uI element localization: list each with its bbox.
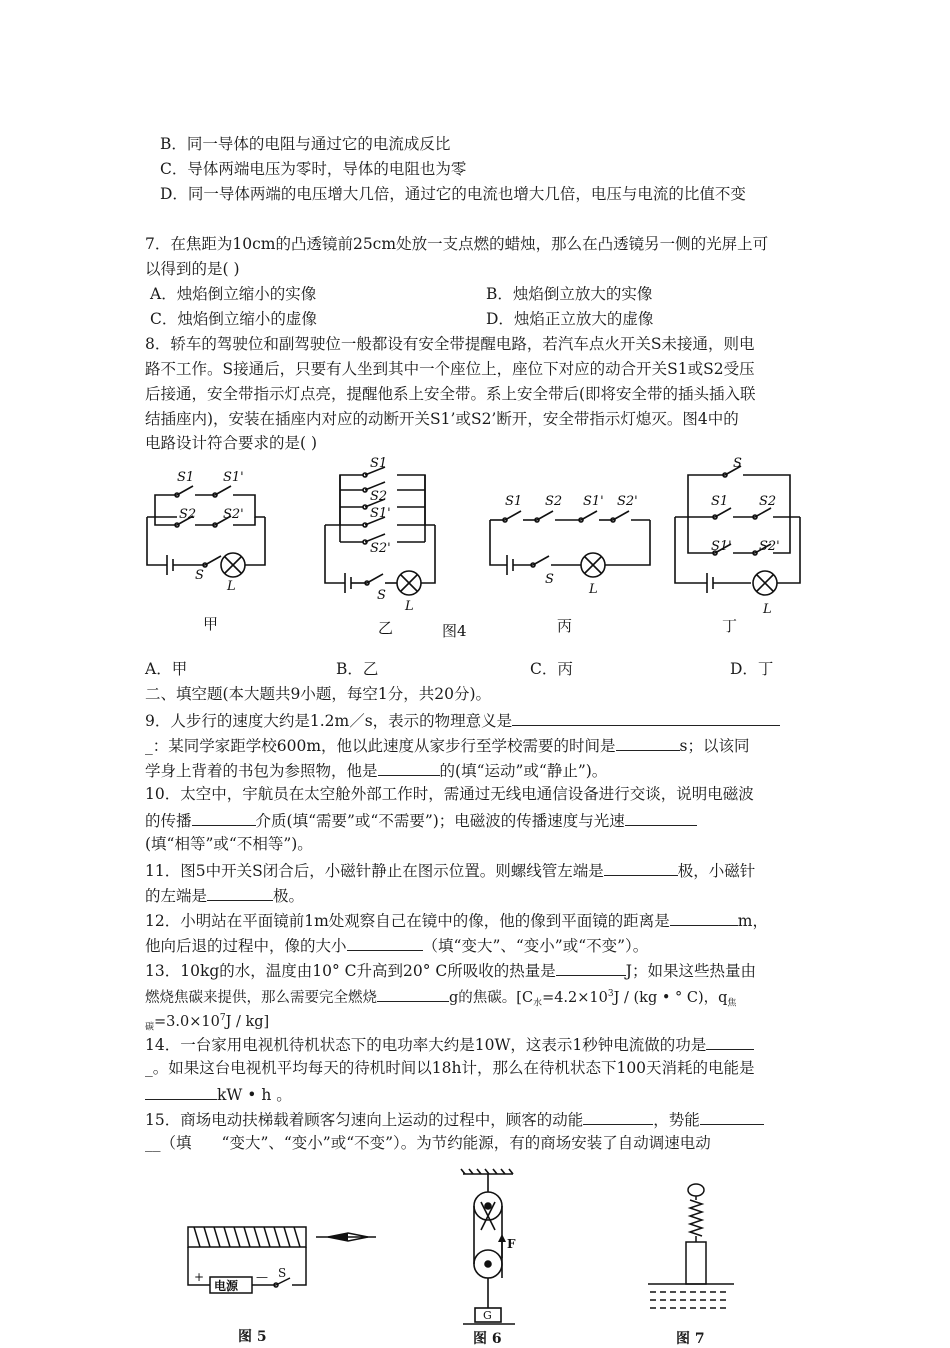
q7-option-c: C．烛焰倒立缩小的虚像 xyxy=(150,310,317,328)
jia-s2: S2 xyxy=(179,507,197,522)
fig5-switch-label: S xyxy=(278,1266,287,1280)
q8-stem-line4: 结插座内)，安装在插座内对应的动断开关S1’或S2’断开，安全带指示灯熄灭。图4中的 xyxy=(145,410,739,428)
q9-line1: 9．人步行的速度大约是1.2m／s，表示的物理意义是 xyxy=(145,709,780,731)
section2-heading: 二、填空题(本大题共9小题，每空1分，共20分)。 xyxy=(145,685,492,703)
q8-stem-line2: 路不工作。S接通后，只要有人坐到其中一个座位上，座位下对应的动合开关S1或S2受压 xyxy=(145,360,755,378)
label-ding: 丁 xyxy=(722,617,738,635)
q13-line2: 燃烧焦碳来提供，那么需要完全燃烧 g的焦碳。[$C_水=4.2\times 10^3J / (kg$ • ° C)，$q_焦$ xyxy=(145,984,736,1014)
q8-option-d: D．丁 xyxy=(730,660,774,678)
label-yi: 乙 xyxy=(378,619,394,637)
label-jia: 甲 xyxy=(203,615,219,633)
ding-s2: S2 xyxy=(759,494,777,509)
fig6-weight-label: G xyxy=(483,1309,492,1322)
ding-l: L xyxy=(763,602,772,617)
figure7-caption: 图 7 xyxy=(676,1331,705,1347)
q15-line1: 15．商场电动扶梯载着顾客匀速向上运动的过程中，顾客的动能 ，势能 xyxy=(145,1108,764,1130)
ding-s2p: S2' xyxy=(759,539,780,554)
fig6-force-label: F xyxy=(507,1237,516,1251)
q12-line1: 12．小明站在平面镜前1m处观察自己在镜中的像，他的像到平面镜的距离是 m， xyxy=(145,909,768,931)
q7-option-d: D．烛焰正立放大的虚像 xyxy=(486,310,654,328)
q10-line3: (填“相等”或“不相等”)。 xyxy=(145,835,313,853)
q8-stem-line1: 8．轿车的驾驶位和副驾驶位一般都设有安全带提醒电路，若汽车点火开关S未接通，则电 xyxy=(145,335,755,353)
jia-s1p: S1' xyxy=(223,470,244,485)
circuit-yi xyxy=(325,467,435,595)
yi-s2p: S2' xyxy=(370,541,391,556)
yi-s1p: S1' xyxy=(370,506,391,521)
q11-line1: 11．图5中开关S闭合后，小磁针静止在图示位置。则螺线管左端是 极，小磁针 xyxy=(145,859,755,881)
circuit-bing xyxy=(490,511,650,577)
q6-option-c: C．导体两端电压为零时，导体的电阻也为零 xyxy=(160,160,467,178)
q10-line2: 的传播 介质(填“需要”或“不需要”)；电磁波的传播速度与光速 xyxy=(145,809,697,831)
q13-line3: $_碳=3.0\times 10^7J / kg$] xyxy=(145,1013,270,1033)
figure4-circuits xyxy=(135,455,815,645)
q7-stem-line1: 7．在焦距为10cm的凸透镜前25cm处放一支点燃的蜡烛，那么在凸透镜另一侧的光屏上可 xyxy=(145,235,769,253)
figure6-pulley xyxy=(455,1168,535,1326)
q7-option-a: A．烛焰倒立缩小的实像 xyxy=(150,285,317,303)
q12-line2: 他向后退的过程中，像的大小 （填“变大”、“变小”或“不变”）。 xyxy=(145,934,648,956)
figure5-caption: 图 5 xyxy=(238,1329,267,1345)
ding-s1p: S1' xyxy=(711,539,732,554)
circuit-jia xyxy=(147,486,265,577)
q7-stem-line2: 以得到的是( ) xyxy=(145,260,240,278)
ding-s: S xyxy=(733,456,742,471)
jia-s2p: S2' xyxy=(223,507,244,522)
yi-s: S xyxy=(377,588,386,603)
q9-line3: 学身上背着的书包为参照物，他是 的(填“运动”或“静止”)。 xyxy=(145,759,607,781)
fig5-minus: — xyxy=(256,1270,268,1284)
q13-line1: 13．10kg的水，温度由10° C升高到20° C所吸收的热量是 J；如果这些热量由 xyxy=(145,959,756,981)
bing-s2p: S2' xyxy=(617,494,638,509)
fig5-plus: + xyxy=(194,1270,205,1284)
q8-option-c: C．丙 xyxy=(530,660,573,678)
bing-l: L xyxy=(589,582,598,597)
q14-line2: _。如果这台电视机平均每天的待机时间以18h计，那么在待机状态下100天消耗的电能是 xyxy=(145,1059,755,1077)
fig5-power-label: 电源 xyxy=(214,1279,239,1293)
yi-s2: S2 xyxy=(370,489,388,504)
figure6-caption: 图 6 xyxy=(473,1331,502,1347)
q9-line2: _：某同学家距学校600m，他以此速度从家步行至学校需要的时间是 s；以该同 xyxy=(145,734,750,756)
q7-option-b: B．烛焰倒立放大的实像 xyxy=(486,285,653,303)
q15-line2: __（填 “变大”、“变小”或“不变”）。为节约能源，有的商场安装了自动调速电动 xyxy=(145,1134,711,1152)
q14-line3: kW • h 。 xyxy=(145,1083,292,1105)
q8-option-b: B．乙 xyxy=(336,660,379,678)
ding-s1: S1 xyxy=(711,494,729,509)
q8-option-a: A．甲 xyxy=(145,660,188,678)
bing-s1: S1 xyxy=(505,494,523,509)
yi-s1: S1 xyxy=(370,456,388,471)
q6-option-d: D．同一导体两端的电压增大几倍，通过它的电流也增大几倍，电压与电流的比值不变 xyxy=(160,185,746,203)
label-bing: 丙 xyxy=(557,617,573,635)
q6-option-b: B．同一导体的电阻与通过它的电流成反比 xyxy=(160,135,451,153)
q14-line1: 14．一台家用电视机待机状态下的电功率大约是10W，这表示1秒钟电流做的功是 xyxy=(145,1033,754,1055)
circuit-ding xyxy=(675,466,800,595)
bing-s1p: S1' xyxy=(583,494,604,509)
bing-s2: S2 xyxy=(545,494,563,509)
q8-stem-line5: 电路设计符合要求的是( ) xyxy=(145,434,318,452)
jia-s1: S1 xyxy=(177,470,195,485)
q11-line2: 的左端是 极。 xyxy=(145,884,304,906)
figure4-caption: 图4 xyxy=(442,622,467,640)
yi-l: L xyxy=(405,599,414,614)
bing-s: S xyxy=(545,572,554,587)
figure7-spring-scale xyxy=(640,1180,740,1320)
jia-s: S xyxy=(195,568,204,583)
q8-stem-line3: 后接通，安全带指示灯点亮，提醒他系上安全带。系上安全带后(即将安全带的插头插入联 xyxy=(145,385,756,403)
q10-line1: 10．太空中，宇航员在太空舱外部工作时，需通过无线电通信设备进行交谈，说明电磁波 xyxy=(145,785,754,803)
jia-l: L xyxy=(227,579,236,594)
figure5-solenoid xyxy=(180,1215,380,1305)
